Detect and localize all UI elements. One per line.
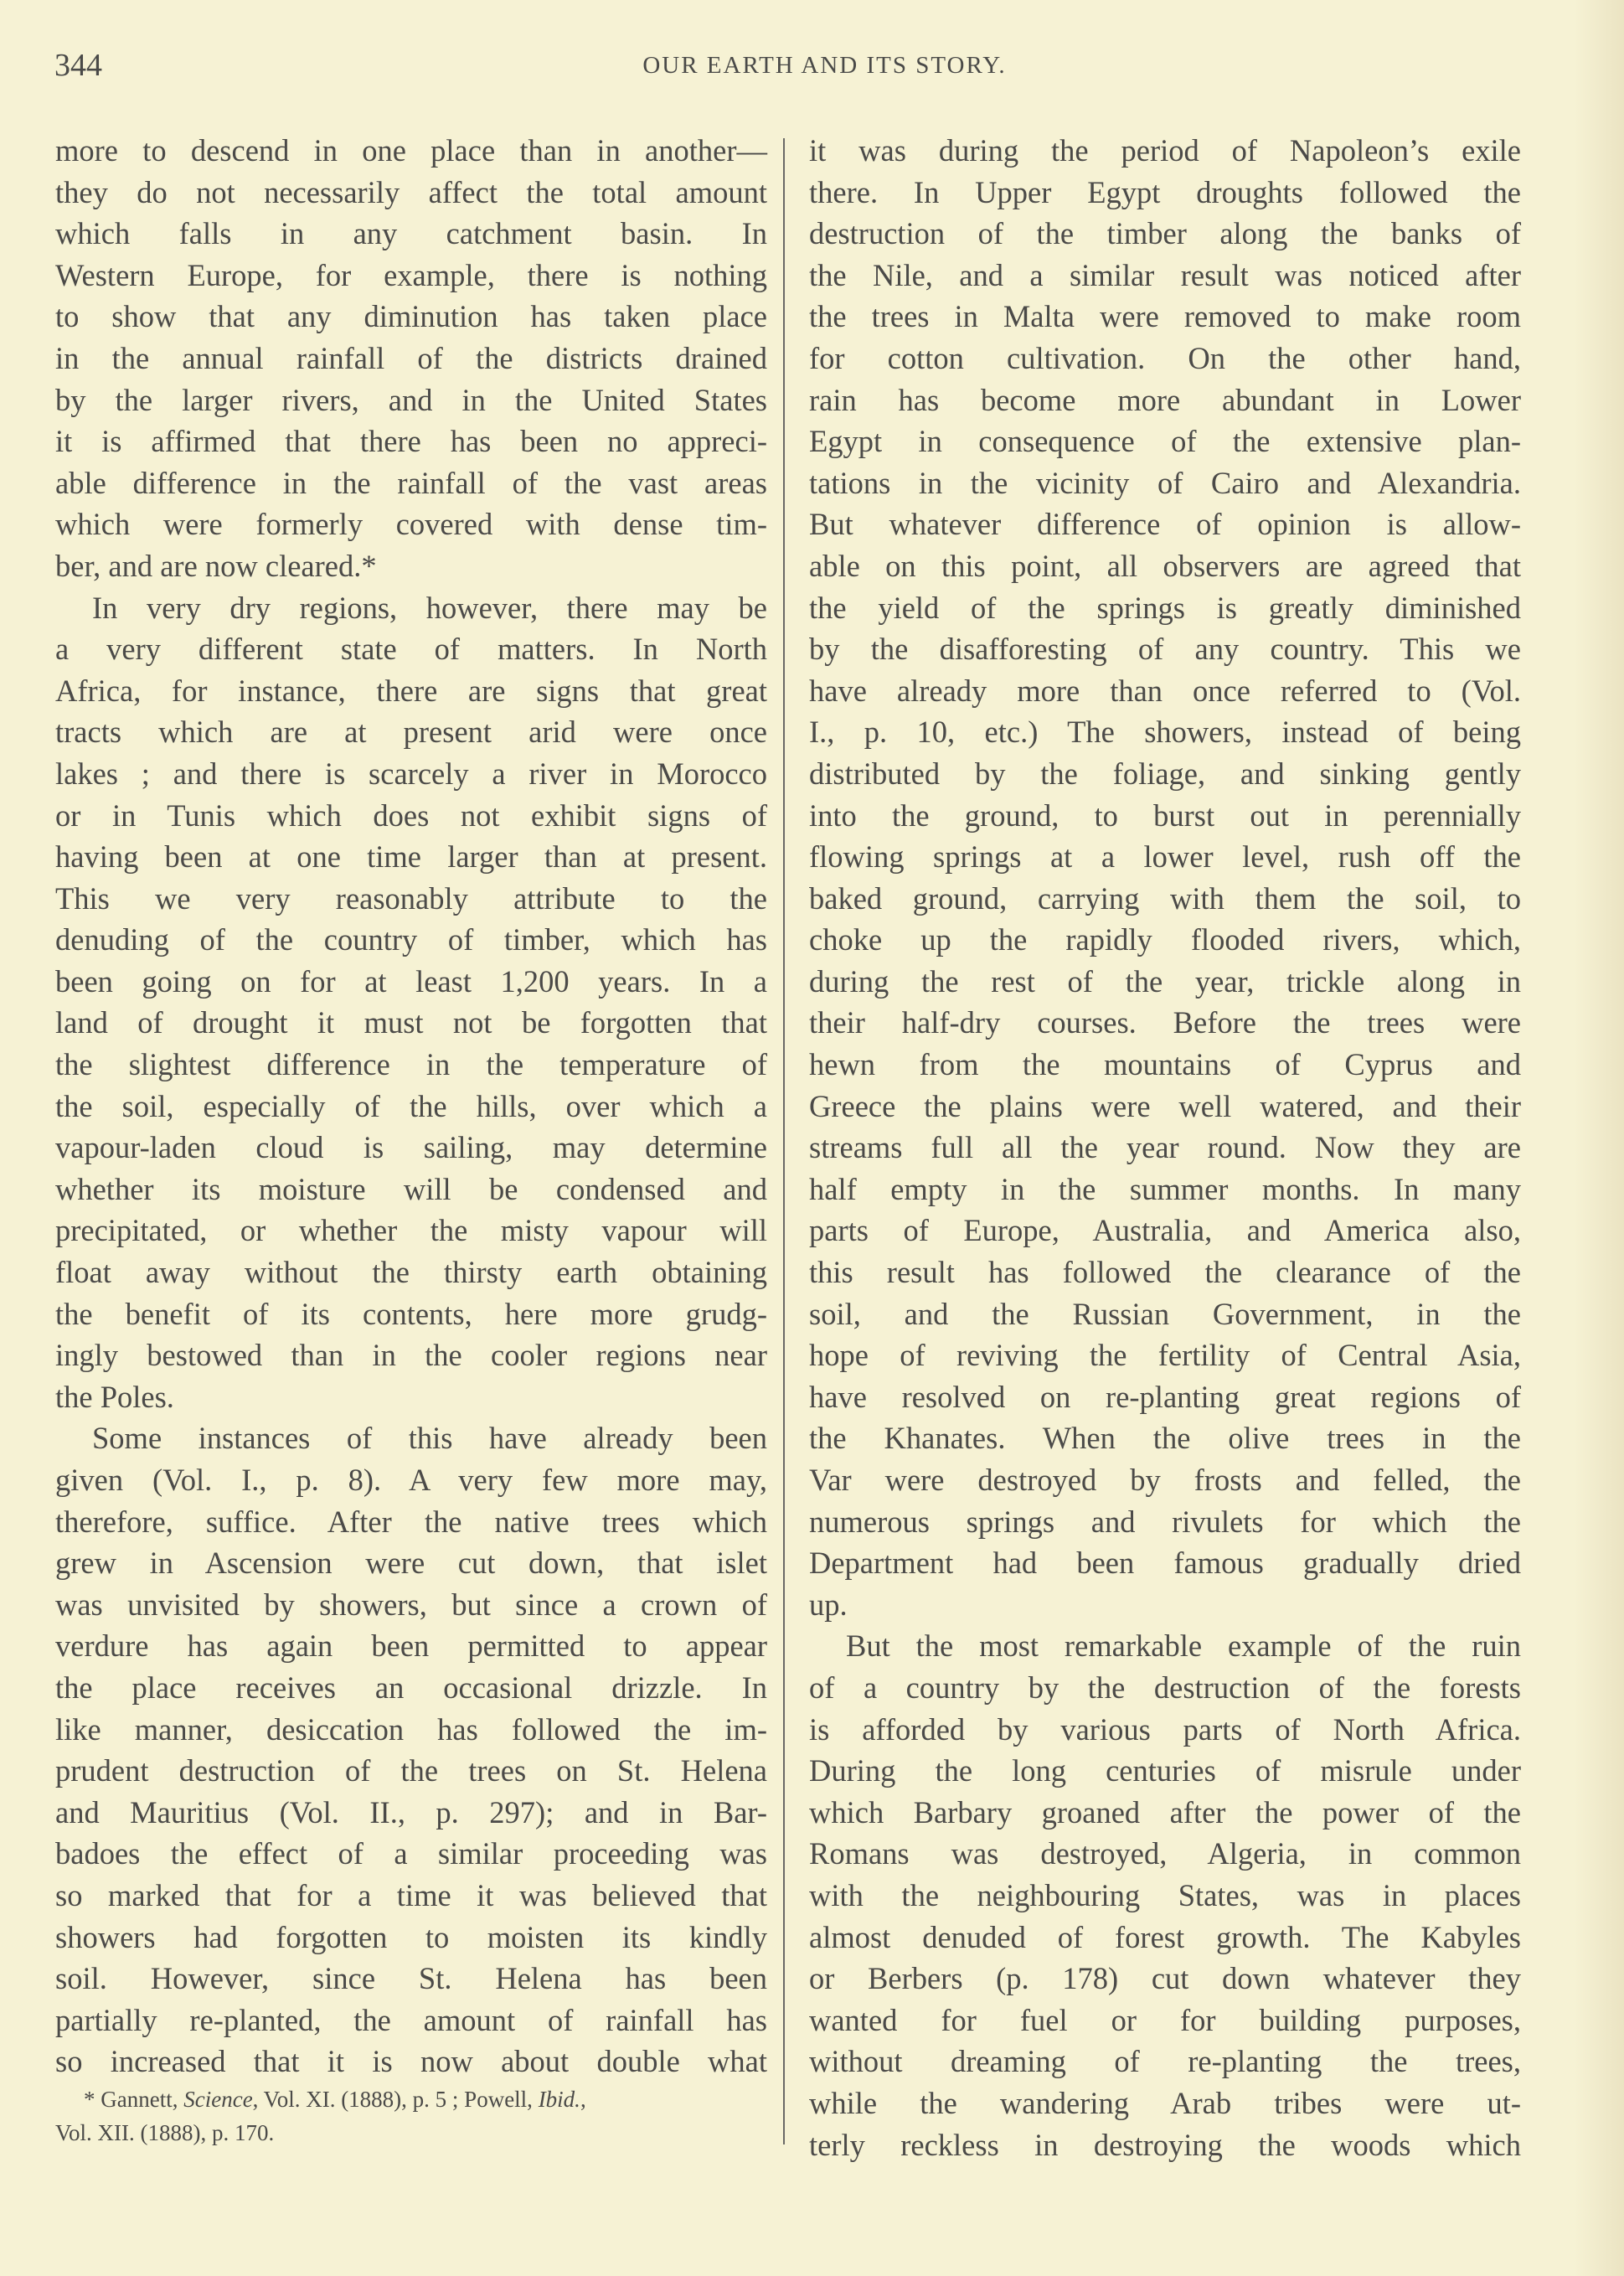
footnote-line-2: Vol. XII. (1888), p. 170. xyxy=(55,2120,275,2145)
text-line: Western Europe, for example, there is nothing xyxy=(55,257,767,292)
text-line: grew in Ascension were cut down, that islet xyxy=(55,1546,767,1581)
text-line: Africa, for instance, there are signs that great xyxy=(55,673,767,708)
footnote-author: Gannett, xyxy=(101,2087,178,2112)
page-number: 344 xyxy=(54,48,102,83)
text-line: hewn from the mountains of Cyprus and xyxy=(809,1047,1521,1082)
text-line: precipitated, or whether the misty vapour will xyxy=(55,1213,767,1248)
text-line: In very dry regions, however, there may be xyxy=(92,590,767,625)
column-divider xyxy=(783,138,785,2144)
text-line: in the annual rainfall of the districts drained xyxy=(55,340,767,375)
text-line: baked ground, carrying with them the soil, to xyxy=(809,880,1521,916)
text-line: so marked that for a time it was believed that xyxy=(55,1877,767,1912)
text-line: badoes the effect of a similar proceeding was xyxy=(55,1836,767,1871)
text-line: is afforded by various parts of North Africa. xyxy=(809,1711,1521,1747)
text-line: half empty in the summer months. In many xyxy=(809,1171,1521,1206)
text-line: having been at one time larger than at present. xyxy=(55,839,767,875)
text-line: prudent destruction of the trees on St. Helena xyxy=(55,1753,767,1788)
text-line: able on this point, all observers are agreed that xyxy=(809,548,1521,583)
text-line: wanted for fuel or for building purposes, xyxy=(809,2002,1521,2037)
text-line: or Berbers (p. 178) cut down whatever they xyxy=(809,1961,1521,1996)
text-line: or in Tunis which does not exhibit signs of xyxy=(55,797,767,833)
text-line: destruction of the timber along the banks of xyxy=(809,216,1521,251)
text-line: and Mauritius (Vol. II., p. 297); and in Bar- xyxy=(55,1794,767,1830)
text-line: denuding of the country of timber, which has xyxy=(55,922,767,957)
text-line: of a country by the destruction of the forests xyxy=(809,1670,1521,1705)
text-line: ingly bestowed than in the cooler regions near xyxy=(55,1338,767,1373)
text-line: showers had forgotten to moisten its kindly xyxy=(55,1919,767,1954)
text-line: partially re-planted, the amount of rainfall has xyxy=(55,2002,767,2037)
text-line: the soil, especially of the hills, over which a xyxy=(55,1088,767,1123)
text-line: Romans was destroyed, Algeria, in common xyxy=(809,1836,1521,1871)
text-line: it is affirmed that there has been no appreci- xyxy=(55,424,767,459)
text-line: distributed by the foliage, and sinking gently xyxy=(809,756,1521,791)
running-header xyxy=(0,47,1624,89)
text-line: But the most remarkable example of the ruin xyxy=(846,1628,1521,1664)
text-line: vapour-laden cloud is sailing, may determine xyxy=(55,1130,767,1165)
text-line: Greece the plains were well watered, and their xyxy=(809,1088,1521,1123)
text-line: soil. However, since St. Helena has been xyxy=(55,1961,767,1996)
text-line: there. In Upper Egypt droughts followed the xyxy=(809,174,1521,209)
page-edge-shadow xyxy=(1574,0,1624,2276)
text-line: while the wandering Arab tribes were ut- xyxy=(809,2085,1521,2120)
footnote-punctuation: , xyxy=(580,2087,586,2112)
text-line: Egypt in consequence of the extensive plan- xyxy=(809,424,1521,459)
text-line: terly reckless in destroying the woods which xyxy=(809,2127,1521,2162)
text-line: whether its moisture will be condensed and xyxy=(55,1171,767,1206)
left-column xyxy=(55,130,767,2082)
text-line: Var were destroyed by frosts and felled, the xyxy=(809,1463,1521,1497)
text-line: with the neighbouring States, was in places xyxy=(809,1877,1521,1912)
text-line: the yield of the springs is greatly diminished xyxy=(809,590,1521,625)
text-line: tracts which are at present arid were once xyxy=(55,715,767,750)
text-line: so increased that it is now about double what xyxy=(55,2044,767,2079)
footnote-ibid: Ibid. xyxy=(538,2087,580,2112)
text-line: to show that any diminution has taken place xyxy=(55,299,767,334)
text-line: Department had been famous gradually dried xyxy=(809,1546,1521,1581)
text-line: Some instances of this have already been xyxy=(92,1421,767,1456)
text-line: parts of Europe, Australia, and America also, xyxy=(809,1213,1521,1248)
text-line: the benefit of its contents, here more grudg- xyxy=(55,1296,767,1331)
text-line: been going on for at least 1,200 years. In a xyxy=(55,963,767,999)
running-title: OUR EARTH AND ITS STORY. xyxy=(642,52,1007,79)
text-line: ber, and are now cleared.* xyxy=(55,548,377,583)
text-line: this result has followed the clearance of the xyxy=(809,1255,1521,1290)
text-line: more to descend in one place than in another— xyxy=(55,133,767,168)
text-line: a very different state of matters. In North xyxy=(55,632,767,667)
text-line: rain has become more abundant in Lower xyxy=(809,382,1521,417)
text-line: the Khanates. When the olive trees in the xyxy=(809,1421,1521,1456)
text-line: the Poles. xyxy=(55,1379,174,1414)
text-line: given (Vol. I., p. 8). A very few more may, xyxy=(55,1463,767,1497)
text-line: lakes ; and there is scarcely a river in Morocco xyxy=(55,756,767,791)
text-line: I., p. 10, etc.) The showers, instead of being xyxy=(809,715,1521,750)
text-line: have resolved on re-planting great regions of xyxy=(809,1379,1521,1414)
text-line: which were formerly covered with dense tim- xyxy=(55,507,767,542)
text-line: during the rest of the year, trickle along in xyxy=(809,963,1521,999)
text-line: During the long centuries of misrule under xyxy=(809,1753,1521,1788)
text-line: hope of reviving the fertility of Central Asia, xyxy=(809,1338,1521,1373)
text-line: the place receives an occasional drizzle. In xyxy=(55,1670,767,1705)
footnote-line-1 xyxy=(55,2082,767,2116)
text-line: it was during the period of Napoleon’s exile xyxy=(809,133,1521,168)
footnote-journal: Science xyxy=(183,2087,253,2112)
text-line: the trees in Malta were removed to make room xyxy=(809,299,1521,334)
text-line: able difference in the rainfall of the vast areas xyxy=(55,465,767,500)
text-line: which falls in any catchment basin. In xyxy=(55,216,767,251)
text-line: the slightest difference in the temperature of xyxy=(55,1047,767,1082)
text-line: almost denuded of forest growth. The Kabyles xyxy=(809,1919,1521,1954)
text-line: by the larger rivers, and in the United States xyxy=(55,382,767,417)
text-line: tations in the vicinity of Cairo and Alexandria. xyxy=(809,465,1521,500)
text-line: flowing springs at a lower level, rush off the xyxy=(809,839,1521,875)
text-line: soil, and the Russian Government, in the xyxy=(809,1296,1521,1331)
text-line: But whatever difference of opinion is allow- xyxy=(809,507,1521,542)
text-line: This we very reasonably attribute to the xyxy=(55,880,767,916)
text-line: by the disafforesting of any country. This we xyxy=(809,632,1521,667)
text-line: for cotton cultivation. On the other hand, xyxy=(809,340,1521,375)
text-line: land of drought it must not be forgotten that xyxy=(55,1005,767,1040)
text-line: their half-dry courses. Before the trees were xyxy=(809,1005,1521,1040)
footnote xyxy=(55,2082,767,2150)
text-line: the Nile, and a similar result was noticed after xyxy=(809,257,1521,292)
text-line: verdure has again been permitted to appear xyxy=(55,1628,767,1664)
text-line: without dreaming of re-planting the trees, xyxy=(809,2044,1521,2079)
text-line: up. xyxy=(809,1587,848,1622)
text-line: which Barbary groaned after the power of the xyxy=(809,1794,1521,1830)
text-line: into the ground, to burst out in perennially xyxy=(809,797,1521,833)
text-line: float away without the thirsty earth obtaining xyxy=(55,1255,767,1290)
right-column xyxy=(809,130,1521,2165)
text-line: have already more than once referred to (Vol. xyxy=(809,673,1521,708)
footnote-reference: , Vol. XI. (1888), p. 5 ; Powell, xyxy=(252,2087,533,2112)
text-line: numerous springs and rivulets for which the xyxy=(809,1504,1521,1539)
text-line: therefore, suffice. After the native trees which xyxy=(55,1504,767,1539)
text-line: like manner, desiccation has followed the im- xyxy=(55,1711,767,1747)
text-line: streams full all the year round. Now they are xyxy=(809,1130,1521,1165)
text-line: choke up the rapidly flooded rivers, which, xyxy=(809,922,1521,957)
footnote-marker: * xyxy=(84,2087,95,2112)
text-line: was unvisited by showers, but since a crown of xyxy=(55,1587,767,1622)
text-line: they do not necessarily affect the total amount xyxy=(55,174,767,209)
